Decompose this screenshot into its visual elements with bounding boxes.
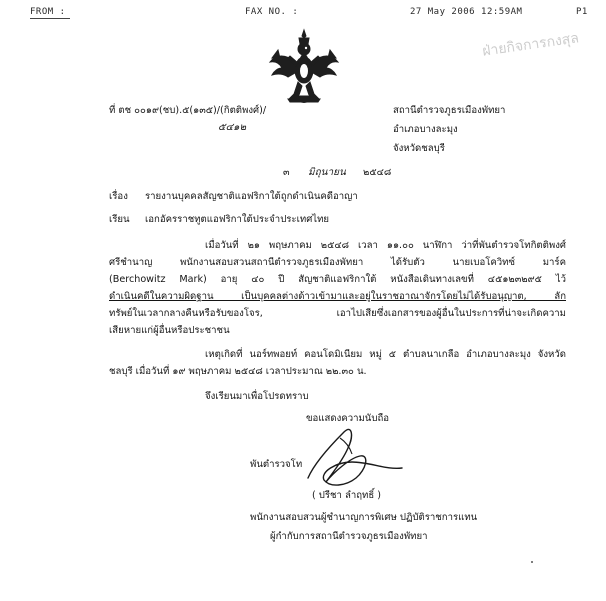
paragraph-1-line-6: เสียหายแก่ผู้อื่นหรือประชาชน (109, 325, 230, 336)
date-month-handwritten: มิถุนายน (308, 167, 346, 178)
recipient-label: เรียน (109, 214, 130, 225)
fax-from-underline (30, 18, 70, 19)
fax-number-label: FAX NO. : (245, 7, 299, 17)
garuda-emblem (268, 28, 340, 106)
scan-speck (531, 561, 533, 563)
sender-office-line-2: อำเภอบางละมุง (393, 124, 458, 135)
paragraph-1-line-4: ดำเนินคดีในความผิดฐาน เป็นบุคคลต่างด้าวเข้ามาและอยู่ในราชอาณาจักรโดยไม่ได้รับอนุญาต, ลัก (109, 291, 566, 302)
handwritten-reference: ๕๔๑๒ (218, 122, 247, 133)
paragraph-1-line-2: ศรีชำนาญ พนักงานสอบสวนสถานีตำรวจภูธรเมืองพัทยา ได้รับตัว นายเบอโควิทซ์ มาร์ค (109, 257, 566, 268)
faint-stamp: ฝ่ายกิจการกงสุล (481, 30, 580, 60)
salutation: ขอแสดงความนับถือ (306, 413, 390, 424)
sender-office-line-1: สถานีตำรวจภูธรเมืองพัทยา (393, 105, 506, 116)
sender-office-line-3: จังหวัดชลบุรี (393, 143, 445, 154)
closing-request: จึงเรียนมาเพื่อโปรดทราบ (205, 391, 309, 402)
signer-position-line-2: ผู้กำกับการสถานีตำรวจภูธรเมืองพัทยา (270, 531, 428, 542)
fax-page-number: P1 (576, 7, 588, 17)
paragraph-1-line-5: ทรัพย์ในเวลากลางคืนหรือรับของโจร, เอาไปเสียซึ่งเอกสารของผู้อื่นในประการที่น่าจะเกิดความ (109, 308, 566, 319)
fax-from-label: FROM : (30, 7, 66, 17)
reference-number: ที่ ตช ๐๐๑๙(ชบ).๕(๑๓๕)/(กิตติพงศ์)/ (109, 105, 267, 116)
paragraph-2-line-1: เหตุเกิดที่ นอร์ทพอยท์ คอนโดมิเนียม หมู่ ๕ ตำบลนาเกลือ อำเภอบางละมุง จังหวัด (205, 349, 566, 360)
date-day: ๓ (283, 167, 290, 178)
paragraph-1-line-1: เมื่อวันที่ ๒๑ พฤษภาคม ๒๕๔๘ เวลา ๑๑.๐๐ นาฬิกา ว่าที่พันตำรวจโทกิตติพงศ์ (205, 240, 566, 251)
subject-text: รายงานบุคคลสัญชาติแอฟริกาใต้ถูกดำเนินคดีอาญา (145, 191, 358, 202)
handwritten-signature (300, 418, 410, 496)
recipient-text: เอกอัครราชทูตแอฟริกาใต้ประจำประเทศไทย (145, 214, 330, 225)
signer-position-line-1: พนักงานสอบสวนผู้ชำนาญการพิเศษ ปฏิบัติราชการแทน (250, 512, 478, 523)
subject-label: เรื่อง (109, 191, 128, 202)
paragraph-1-line-3: (Berchowitz Mark) อายุ ๔๐ ปี สัญชาติแอฟริกาใต้ หนังสือเดินทางเลขที่ ๔๕๑๒๓๒๙๕ ไว้ (109, 274, 566, 285)
date-year: ๒๕๔๘ (363, 167, 392, 178)
signer-name: ( ปรีชา ลำฤทธิ์ ) (312, 490, 382, 501)
fax-datetime: 27 May 2006 12:59AM (410, 7, 523, 17)
paragraph-2-line-2: ชลบุรี เมื่อวันที่ ๑๙ พฤษภาคม ๒๕๔๘ เวลาประมาณ ๒๒.๓๐ น. (109, 366, 367, 377)
signer-rank: พันตำรวจโท (250, 459, 303, 470)
